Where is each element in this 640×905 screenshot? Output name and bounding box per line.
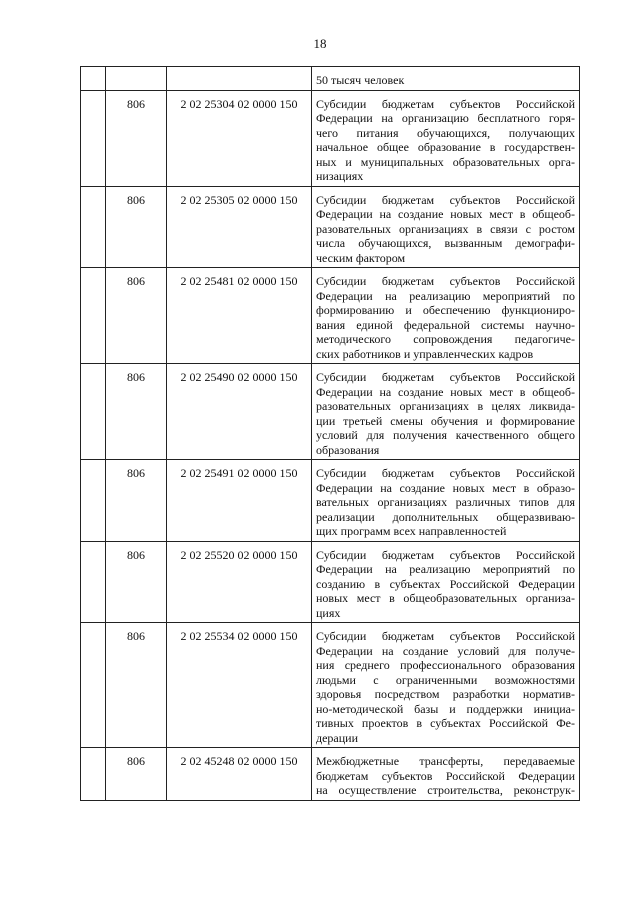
budget-code-cell: 2 02 25490 02 0000 150 — [167, 364, 312, 460]
budget-code-cell: 2 02 25534 02 0000 150 — [167, 623, 312, 748]
description-line: ных и муниципальных образовательных орга- — [316, 154, 575, 169]
description-line: тивных проектов в субъектах Российской Фе- — [316, 716, 575, 730]
description-cell — [312, 460, 580, 542]
table-row — [81, 364, 580, 460]
row-index-cell — [81, 623, 106, 748]
description-cell — [312, 67, 580, 91]
description-line: на осуществление строительства, реконструк- — [316, 783, 575, 797]
admin-code-cell: 806 — [106, 268, 167, 364]
description-line: вательных организациях различных типов для — [316, 495, 575, 509]
description-line: ции третьей смены обучения и формирование — [316, 413, 575, 428]
table-row — [81, 541, 580, 623]
admin-code-cell: 806 — [106, 541, 167, 623]
budget-code-cell: 2 02 25491 02 0000 150 — [167, 460, 312, 542]
description-line: образования — [316, 442, 380, 457]
description-line: Федерации на создание новых мест в образо- — [316, 480, 575, 495]
description-line: Субсидии бюджетам субъектов Российской — [316, 547, 575, 562]
description-line: новых мест в общеобразовательных организа- — [316, 591, 575, 605]
description-line: формированию и обеспечению функциониро- — [316, 303, 575, 317]
row-index-cell — [81, 67, 106, 91]
table-body — [81, 67, 580, 801]
row-index-cell — [81, 90, 106, 186]
description-line: циях — [316, 605, 341, 620]
description-cell — [312, 90, 580, 186]
budget-classification-table — [80, 66, 580, 801]
description-line: 50 тысяч человек — [316, 73, 405, 87]
admin-code-cell: 806 — [106, 748, 167, 801]
description-line: Субсидии бюджетам субъектов Российской — [316, 466, 575, 480]
budget-code-cell: 2 02 25305 02 0000 150 — [167, 186, 312, 268]
table-row — [81, 67, 580, 91]
description-line: методического сопровождения педагогиче- — [316, 332, 575, 346]
description-line: Федерации на создание новых мест в общеоб- — [316, 207, 575, 221]
description-line: щих программ всех направленностей — [316, 524, 507, 538]
description-line: реализации дополнительных общеразвиваю- — [316, 509, 575, 524]
description-line: Федерации на реализацию мероприятий по — [316, 562, 575, 576]
row-index-cell — [81, 460, 106, 542]
description-cell — [312, 623, 580, 748]
admin-code-cell: 806 — [106, 364, 167, 460]
description-line: дерации — [316, 730, 359, 745]
row-index-cell — [81, 364, 106, 460]
admin-code-cell: 806 — [106, 90, 167, 186]
description-line: Федерации на создание условий для получе- — [316, 643, 575, 658]
row-index-cell — [81, 541, 106, 623]
description-line: созданию в субъектах Российской Федерации — [316, 576, 575, 591]
description-line: числа обучающихся, вызванным демографи- — [316, 236, 575, 250]
admin-code-cell — [106, 67, 167, 91]
description-line: разовательных организациях в целях ликвида- — [316, 399, 575, 413]
description-line: Субсидии бюджетам субъектов Российской — [316, 370, 575, 384]
admin-code-cell: 806 — [106, 623, 167, 748]
budget-code-cell: 2 02 25520 02 0000 150 — [167, 541, 312, 623]
description-line: Федерации на создание новых мест в общеоб- — [316, 384, 575, 399]
budget-code-cell: 2 02 45248 02 0000 150 — [167, 748, 312, 801]
description-line: условий для получения качественного общего — [316, 428, 575, 442]
admin-code-cell: 806 — [106, 460, 167, 542]
description-cell — [312, 364, 580, 460]
row-index-cell — [81, 268, 106, 364]
row-index-cell — [81, 186, 106, 268]
description-line: Субсидии бюджетам субъектов Российской — [316, 629, 575, 643]
description-line: начальное общее образование в государствен- — [316, 140, 575, 154]
description-line: вания единой федеральной системы научно- — [316, 317, 575, 332]
description-line: Субсидии бюджетам субъектов Российской — [316, 192, 575, 207]
table-row — [81, 748, 580, 801]
admin-code-cell: 806 — [106, 186, 167, 268]
description-line: бюджетам субъектов Российской Федерации — [316, 768, 575, 783]
budget-code-cell — [167, 67, 312, 91]
budget-code-cell: 2 02 25481 02 0000 150 — [167, 268, 312, 364]
table-row — [81, 460, 580, 542]
description-line: Субсидии бюджетам субъектов Российской — [316, 274, 575, 288]
table-row — [81, 90, 580, 186]
row-index-cell — [81, 748, 106, 801]
description-line: ских работников и управленческих кадров — [316, 346, 534, 361]
description-line: ческим фактором — [316, 250, 406, 265]
page-number: 18 — [313, 36, 327, 51]
description-line: здоровья посредством разработки норматив- — [316, 687, 575, 701]
budget-code-cell: 2 02 25304 02 0000 150 — [167, 90, 312, 186]
description-line: Межбюджетные трансферты, передаваемые — [316, 754, 575, 768]
description-line: Субсидии бюджетам субъектов Российской — [316, 96, 575, 111]
description-line: Федерации на организацию бесплатного горя- — [316, 111, 575, 125]
description-cell — [312, 541, 580, 623]
description-line: разовательных организациях в связи с ростом — [316, 221, 575, 236]
description-cell — [312, 268, 580, 364]
description-cell — [312, 748, 580, 801]
table-row — [81, 186, 580, 268]
description-cell — [312, 186, 580, 268]
description-line: низациях — [316, 169, 364, 183]
table-row — [81, 268, 580, 364]
description-line: людьми с ограниченными возможностями — [316, 672, 575, 687]
table-row — [81, 623, 580, 748]
description-line: ния среднего профессионального образования — [316, 658, 575, 672]
description-line: но-методической базы и поддержки инициа- — [316, 701, 575, 716]
description-line: Федерации на реализацию мероприятий по — [316, 288, 575, 303]
description-line: чего питания обучающихся, получающих — [316, 125, 575, 140]
